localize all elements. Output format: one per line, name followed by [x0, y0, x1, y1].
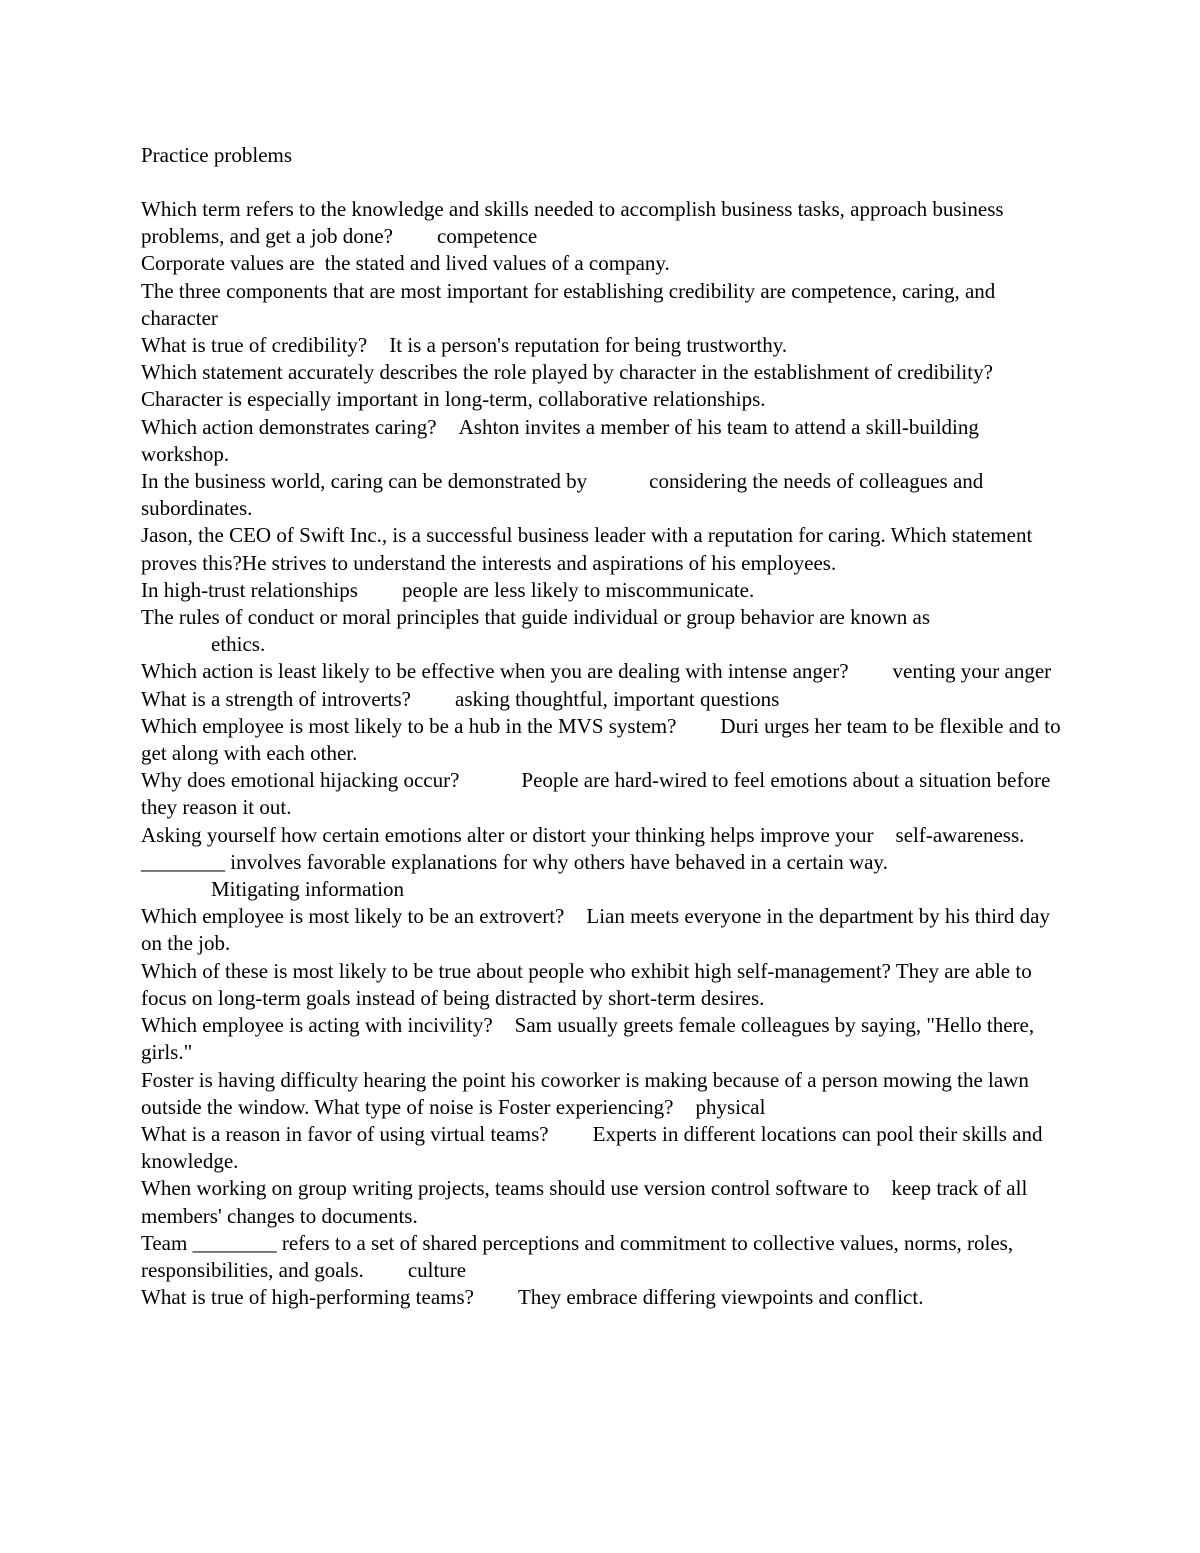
answer-text: people are less likely to miscommunicate.: [401, 577, 755, 602]
question-text: In high-trust relationships: [141, 577, 358, 602]
question-text: The rules of conduct or moral principles that guide individual or group behavior are known as: [141, 605, 931, 630]
question-text: Foster is having difficulty hearing the point his coworker is making because of a person mowing the lawn outside the window. What type of noise is Foster experiencing?: [141, 1067, 1029, 1119]
answer-text: Lian meets everyone in the department by his third day on the job.: [141, 904, 1050, 956]
question-text: Asking yourself how certain emotions alter or distort your thinking helps improve your: [141, 822, 874, 847]
question-text: Which employee is most likely to be a hub in the MVS system?: [141, 713, 677, 738]
qa-item: [141, 849, 1071, 903]
question-text: Which action demonstrates caring?: [141, 414, 437, 439]
qa-item: [141, 468, 1071, 522]
answer-text: Duri urges her team to be flexible and to get along with each other.: [141, 713, 1061, 766]
qa-item: [141, 604, 1071, 658]
answer-text: Mitigating information: [211, 877, 405, 902]
qa-item: [141, 1067, 1071, 1121]
answer-text: Character is especially important in long-term, collaborative relationships.: [141, 387, 766, 412]
qa-item: [141, 903, 1071, 957]
answer-text: People are hard-wired to feel emotions about a situation before they reason it out.: [141, 768, 1051, 820]
question-text: Corporate values are: [141, 251, 315, 276]
question-text: What is a strength of introverts?: [141, 686, 412, 711]
answer-text: ethics.: [211, 632, 266, 657]
qa-item: [141, 822, 1071, 849]
answer-text: They embrace differing viewpoints and conflict.: [517, 1285, 924, 1310]
qa-item: [141, 1230, 1071, 1284]
qa-item: [141, 686, 1071, 713]
answer-text: They are able to focus on long-term goals instead of being distracted by short-term desires.: [141, 958, 1032, 1010]
answer-text: self-awareness.: [895, 822, 1025, 847]
qa-item: [141, 522, 1071, 576]
answer-text: Experts in different locations can pool their skills and knowledge.: [141, 1121, 1043, 1174]
qa-item: [141, 1012, 1071, 1066]
question-text: Jason, the CEO of Swift Inc., is a successful business leader with a reputation for caring. Which statement proves this?: [141, 523, 1033, 575]
question-text: Which of these is most likely to be true about people who exhibit high self-management?: [141, 958, 891, 983]
question-text: When working on group writing projects, teams should use version control software to: [141, 1176, 870, 1201]
qa-item: [141, 577, 1071, 604]
answer-text: character: [141, 305, 218, 330]
answer-text: asking thoughtful, important questions: [455, 686, 780, 711]
question-text: Team ________ refers to a set of shared perceptions and commitment to collective values, norms, roles, responsibilities, and goals.: [141, 1230, 1014, 1282]
answer-text: keep track of all members' changes to documents.: [141, 1176, 1028, 1228]
qa-item: [141, 414, 1071, 468]
answer-text: competence: [436, 224, 538, 249]
qa-item: [141, 196, 1071, 250]
qa-item: [141, 658, 1071, 685]
answer-text: It is a person's reputation for being trustworthy.: [389, 333, 788, 358]
answer-text: physical: [695, 1094, 766, 1119]
question-text: Which statement accurately describes the role played by character in the establishment of credibility?: [141, 360, 993, 385]
qa-item: [141, 278, 1071, 332]
qa-item: [141, 767, 1071, 821]
question-text: ________ involves favorable explanations for why others have behaved in a certain way.: [141, 849, 888, 874]
qa-list: [141, 196, 1071, 1311]
qa-item: [141, 1284, 1071, 1311]
qa-item: [141, 1175, 1071, 1229]
qa-item: [141, 1121, 1071, 1175]
answer-text: Sam usually greets female colleagues by saying, "Hello there, girls.": [141, 1013, 1035, 1065]
question-text: Which term refers to the knowledge and skills needed to accomplish business tasks, approach business problems, and get a job done?: [141, 197, 1004, 249]
page-title: Practice problems: [141, 143, 293, 167]
qa-item: [141, 713, 1071, 767]
question-text: In the business world, caring can be demonstrated by: [141, 469, 588, 494]
question-text: What is true of credibility?: [141, 333, 368, 358]
answer-text: culture: [407, 1257, 467, 1282]
qa-item: [141, 359, 1071, 413]
answer-text: He strives to understand the interests and aspirations of his employees.: [241, 550, 837, 575]
qa-item: [141, 332, 1071, 359]
question-text: What is true of high-performing teams?: [141, 1285, 474, 1310]
qa-item: [141, 250, 1071, 277]
question-text: The three components that are most important for establishing credibility are competence, caring, and: [141, 278, 996, 303]
question-text: Which employee is most likely to be an extrovert?: [141, 904, 565, 929]
question-text: Which action is least likely to be effective when you are dealing with intense anger?: [141, 659, 849, 684]
question-text: Which employee is acting with incivility?: [141, 1013, 493, 1038]
answer-text: venting your anger: [892, 659, 1052, 684]
answer-text: Ashton invites a member of his team to attend a skill-building workshop.: [141, 414, 979, 466]
question-text: Why does emotional hijacking occur?: [141, 768, 460, 793]
answer-text: considering the needs of colleagues and subordinates.: [141, 469, 984, 521]
question-text: What is a reason in favor of using virtual teams?: [141, 1121, 549, 1146]
qa-item: [141, 958, 1071, 1012]
answer-text: the stated and lived values of a company.: [324, 251, 670, 276]
